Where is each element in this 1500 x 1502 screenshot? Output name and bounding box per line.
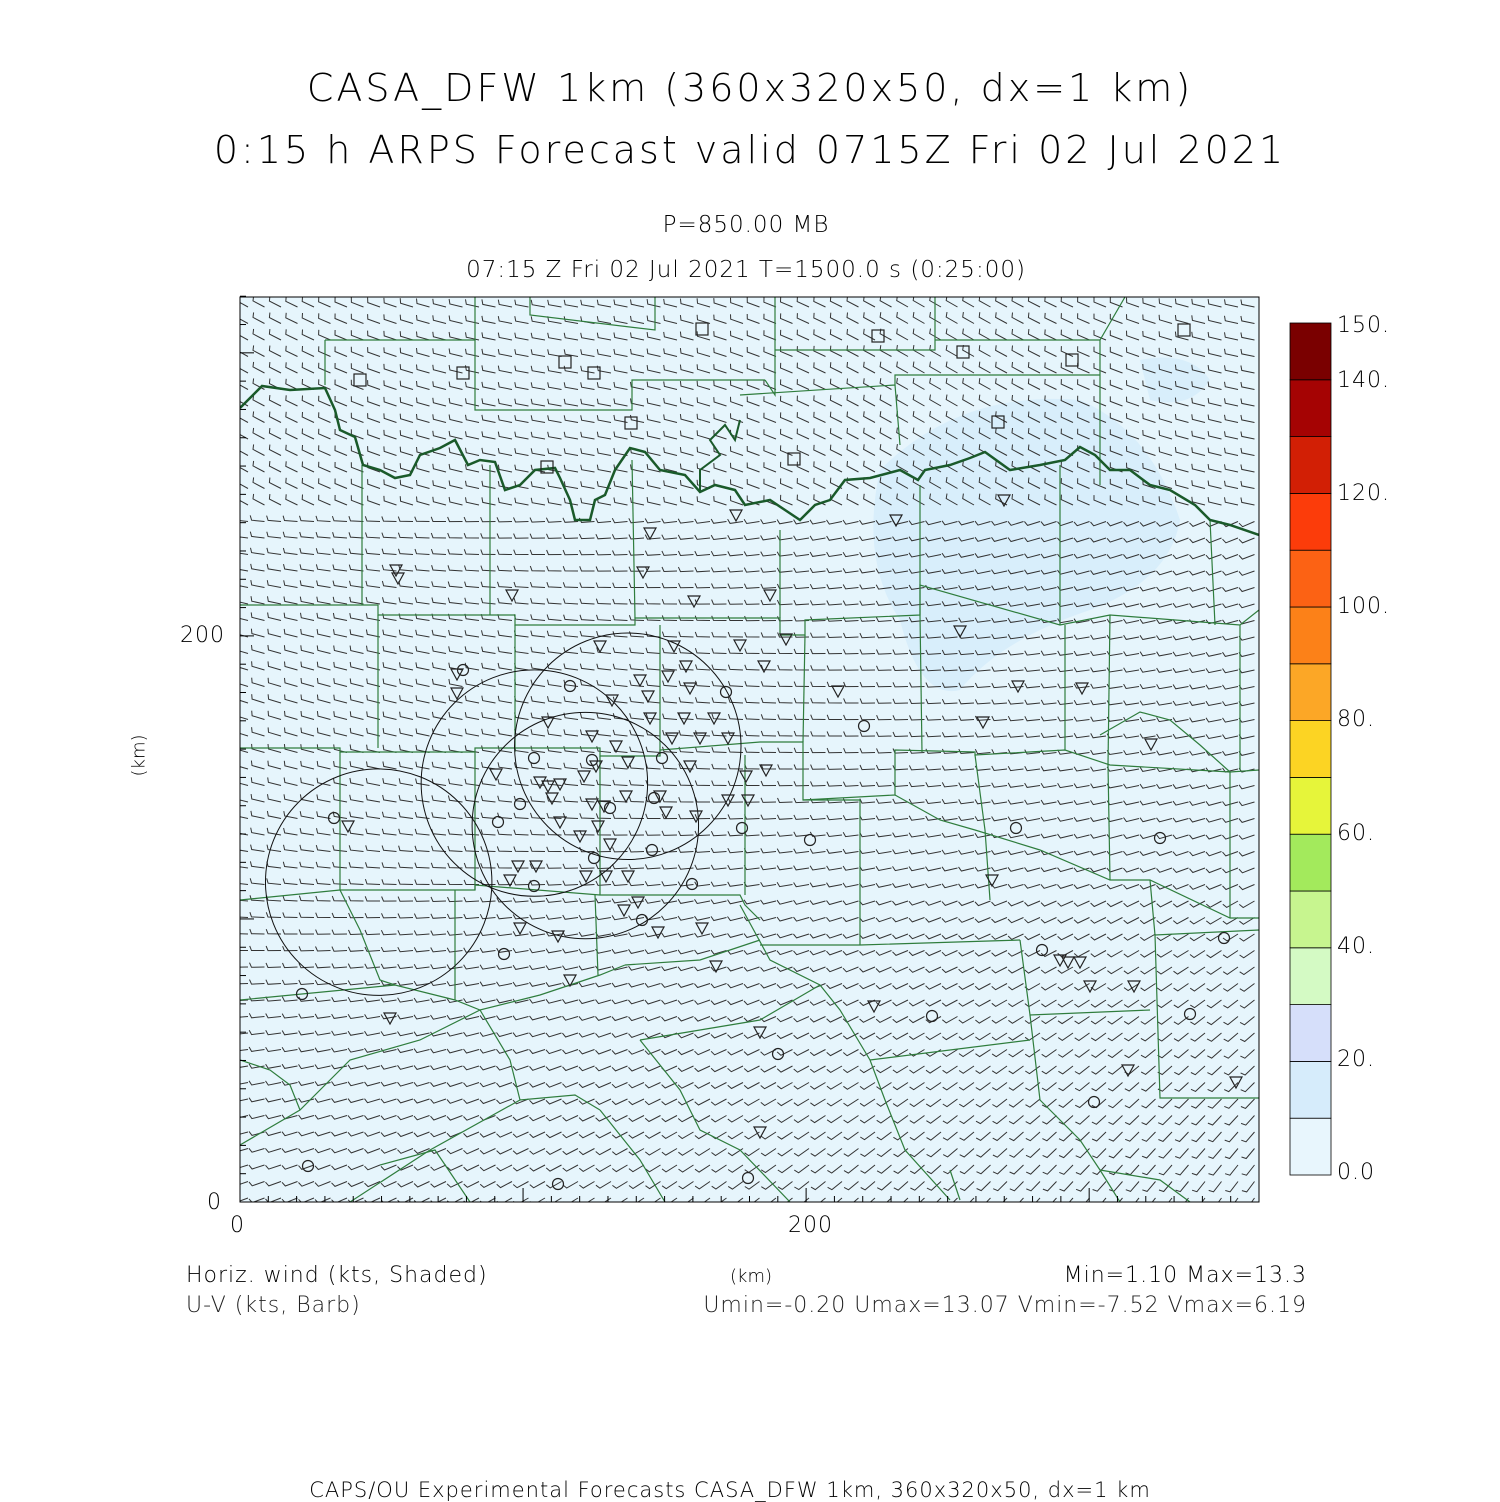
colorbar-swatch: [1290, 550, 1331, 607]
colorbar-label: 100.: [1337, 594, 1390, 619]
colorbar-swatch: [1290, 1061, 1331, 1118]
colorbar-label: 120.: [1337, 481, 1390, 506]
colorbar-swatch: [1290, 380, 1331, 437]
min-max: Min=1.10 Max=13.3: [1063, 1263, 1307, 1288]
y-tick-200: 200: [180, 623, 225, 648]
colorbar-swatch: [1290, 948, 1331, 1005]
field-label-shaded: Horiz. wind (kts, Shaded): [186, 1263, 488, 1288]
colorbar-swatch: [1290, 721, 1331, 778]
colorbar-swatch: [1290, 323, 1331, 380]
pressure-level: P=850.00 MB: [662, 212, 830, 238]
x-tick-200: 200: [788, 1213, 833, 1238]
colorbar-swatch: [1290, 437, 1331, 494]
colorbar-swatch: [1290, 607, 1331, 664]
colorbar-label: 150.: [1337, 313, 1390, 338]
colorbar-swatch: [1290, 1005, 1331, 1062]
valid-time: 07:15 Z Fri 02 Jul 2021 T=1500.0 s (0:25:00): [466, 257, 1026, 283]
title-line-1: CASA_DFW 1km (360x320x50, dx=1 km): [306, 66, 1194, 110]
uv-range: Umin=-0.20 Umax=13.07 Vmin=-7.52 Vmax=6.19: [703, 1293, 1307, 1318]
x-axis-label: (km): [730, 1266, 773, 1287]
colorbar-label: 60.: [1337, 821, 1375, 846]
y-axis-label: (km): [128, 734, 150, 777]
x-tick-0: 0: [230, 1213, 245, 1238]
footer-credit: CAPS/OU Experimental Forecasts CASA_DFW 1km, 360x320x50, dx=1 km: [309, 1478, 1151, 1502]
colorbar-swatch: [1290, 493, 1331, 550]
colorbar-label: 80.: [1337, 707, 1375, 732]
colorbar-label: 40.: [1337, 934, 1375, 959]
colorbar-swatch: [1290, 664, 1331, 721]
colorbar: [1290, 323, 1331, 1175]
colorbar-swatch: [1290, 777, 1331, 834]
colorbar-swatch: [1290, 834, 1331, 891]
colorbar-label: 20.: [1337, 1047, 1375, 1072]
colorbar-swatch: [1290, 1118, 1331, 1175]
title-line-2: 0:15 h ARPS Forecast valid 0715Z Fri 02 Jul 2021: [213, 128, 1287, 172]
colorbar-label: 0.0: [1337, 1160, 1375, 1185]
y-tick-0: 0: [207, 1190, 222, 1215]
colorbar-label: 140.: [1337, 368, 1390, 393]
field-label-barb: U-V (kts, Barb): [186, 1293, 361, 1318]
colorbar-swatch: [1290, 891, 1331, 948]
